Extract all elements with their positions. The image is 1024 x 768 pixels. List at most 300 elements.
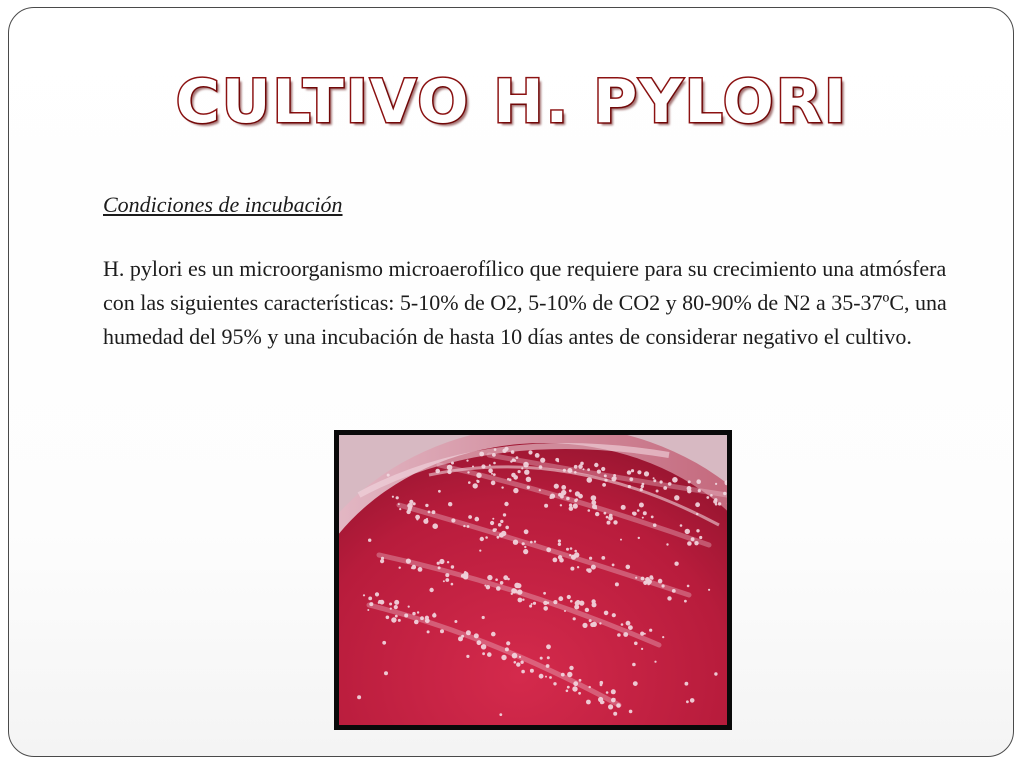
colony-dot — [384, 671, 388, 675]
colony-dot — [516, 456, 519, 459]
colony-dot — [504, 502, 508, 506]
colony-dot — [399, 567, 401, 569]
colony-dot — [495, 578, 498, 581]
colony-dot — [589, 557, 592, 560]
colony-dot — [440, 629, 444, 633]
colony-dot — [425, 504, 428, 507]
colony-dot — [569, 506, 574, 511]
colony-dot — [492, 518, 494, 520]
colony-dot — [684, 600, 687, 603]
colony-dot — [718, 502, 721, 505]
colony-dot — [475, 517, 480, 522]
colony-dot — [511, 450, 515, 454]
colony-dot — [633, 512, 637, 516]
colony-dot — [443, 580, 445, 582]
colony-dot — [514, 661, 517, 664]
colony-dot — [615, 582, 619, 586]
colony-dot — [546, 664, 550, 668]
colony-dot — [438, 490, 441, 493]
colony-dot — [580, 462, 584, 466]
colony-dot — [553, 682, 556, 685]
colony-dot — [392, 496, 394, 498]
colony-dot — [466, 655, 469, 658]
colony-dot — [637, 470, 641, 474]
colony-dot — [634, 642, 638, 646]
colony-dot — [587, 468, 590, 471]
colony-dot — [526, 477, 531, 482]
colony-dot — [423, 519, 428, 524]
colony-dot — [514, 459, 517, 462]
colony-dot — [714, 498, 717, 501]
colony-dot — [524, 470, 529, 475]
colony-dot — [521, 467, 523, 469]
colony-dot — [476, 473, 481, 478]
colony-dot — [686, 700, 689, 703]
colony-dot — [710, 494, 713, 497]
colony-dot — [472, 466, 474, 468]
colony-dot — [663, 486, 667, 490]
colony-dot — [649, 629, 652, 632]
colony-dot — [561, 673, 565, 677]
colony-dot — [566, 497, 570, 501]
colony-dot — [696, 479, 701, 484]
colony-dot — [491, 481, 496, 486]
colony-dot — [528, 450, 532, 454]
colony-dot — [398, 503, 400, 505]
colony-dot — [642, 517, 644, 519]
colony-dot — [621, 623, 624, 626]
colony-dot — [617, 633, 621, 637]
colony-dot — [633, 681, 638, 686]
colony-dot — [612, 613, 616, 617]
colony-dot — [529, 605, 532, 608]
colony-dot — [575, 491, 580, 496]
colony-dot — [595, 512, 599, 516]
colony-dot — [723, 492, 726, 495]
colony-dot — [411, 567, 413, 569]
colony-dot — [476, 480, 478, 482]
colony-dot — [466, 460, 468, 462]
colony-dot — [685, 529, 690, 534]
colony-dot — [654, 661, 656, 663]
colony-dot — [558, 596, 563, 601]
colony-dot — [425, 616, 429, 620]
colony-dot — [569, 666, 573, 670]
colony-dot — [641, 485, 644, 488]
colony-dot — [504, 447, 508, 451]
colony-dot — [499, 713, 502, 716]
colony-dot — [690, 698, 695, 703]
colony-dot — [660, 480, 663, 483]
colony-dot — [589, 619, 592, 622]
colony-dot — [620, 539, 622, 541]
colony-dot — [543, 601, 547, 605]
colony-dot — [498, 523, 502, 527]
colony-dot — [539, 465, 543, 469]
colony-dot — [534, 541, 536, 543]
colony-dot — [680, 524, 683, 527]
colony-dot — [435, 469, 440, 474]
section-heading: Condiciones de incubación — [103, 192, 343, 217]
colony-dot — [628, 625, 633, 630]
colony-dot — [608, 704, 613, 709]
colony-dot — [567, 595, 571, 599]
colony-dot — [653, 479, 656, 482]
colony-dot — [522, 542, 525, 545]
colony-dot — [518, 470, 521, 473]
colony-dot — [447, 561, 449, 563]
colony-dot — [382, 641, 386, 645]
colony-dot — [638, 537, 640, 539]
colony-dot — [573, 617, 576, 620]
colony-dot — [499, 533, 504, 538]
colony-dot — [394, 600, 399, 605]
colony-dot — [543, 606, 548, 611]
colony-dot — [445, 573, 449, 577]
colony-dot — [490, 521, 494, 525]
colony-dot — [557, 460, 559, 462]
colony-dot — [544, 504, 548, 508]
colony-dot — [417, 611, 419, 613]
colony-dot — [487, 652, 492, 657]
colony-dot — [666, 543, 668, 545]
colony-dot — [566, 548, 569, 551]
colony-dot — [408, 606, 410, 608]
colony-dot — [380, 600, 385, 605]
colony-dot — [409, 500, 413, 504]
colony-dot — [572, 686, 577, 691]
colony-dot — [513, 540, 518, 545]
colony-dot — [428, 511, 431, 514]
colony-dot — [621, 505, 626, 510]
colony-dot — [539, 489, 541, 491]
colony-dot — [482, 652, 485, 655]
colony-dot — [651, 516, 654, 519]
colony-dot — [606, 516, 609, 519]
colony-dot — [602, 483, 606, 487]
colony-dot — [623, 632, 628, 637]
colony-dot — [599, 622, 601, 624]
colony-dot — [535, 453, 540, 458]
colony-dot — [635, 577, 637, 579]
colony-dot — [611, 477, 616, 482]
colony-dot — [585, 608, 589, 612]
colony-dot — [583, 468, 585, 470]
colony-dot — [506, 641, 510, 645]
colony-dot — [600, 683, 603, 686]
colony-dot — [591, 599, 595, 603]
colony-dot — [451, 583, 454, 586]
colony-dot — [451, 565, 454, 568]
colony-dot — [547, 656, 550, 659]
colony-dot — [505, 647, 509, 651]
colony-dot — [463, 572, 468, 577]
colony-dot — [468, 481, 471, 484]
colony-dot — [505, 526, 509, 530]
colony-dot — [597, 470, 601, 474]
colony-dot — [500, 520, 503, 523]
colony-dot — [546, 644, 551, 649]
colony-dot — [474, 633, 479, 638]
colony-dot — [626, 565, 631, 570]
colony-dot — [520, 661, 523, 664]
colony-dot — [628, 485, 631, 488]
colony-dot — [540, 657, 543, 660]
colony-dot — [706, 496, 709, 499]
colony-dot — [409, 507, 412, 510]
colony-dot — [479, 452, 484, 457]
colony-dot — [477, 640, 482, 645]
colony-dot — [500, 581, 504, 585]
colony-dot — [612, 564, 615, 567]
colony-dot — [588, 509, 591, 512]
colony-dot — [427, 630, 430, 633]
colony-dot — [545, 676, 547, 678]
culture-plate-image — [339, 435, 727, 725]
colony-dot — [516, 662, 520, 666]
colony-dot — [546, 547, 551, 552]
colony-dot — [368, 539, 371, 542]
colony-dot — [561, 485, 566, 490]
colony-dot — [570, 600, 573, 603]
colony-dot — [674, 495, 679, 500]
colony-dot — [574, 465, 578, 469]
slide-body — [103, 190, 953, 354]
colony-dot — [575, 601, 580, 606]
colony-dot — [467, 471, 469, 473]
colony-dot — [530, 669, 534, 673]
colony-dot — [640, 488, 643, 491]
colony-dot — [641, 648, 643, 650]
colony-dot — [496, 586, 501, 591]
colony-dot — [613, 712, 617, 716]
colony-dot — [629, 710, 633, 714]
colony-dot — [414, 620, 419, 625]
colony-dot — [582, 623, 587, 628]
colony-dot — [604, 474, 607, 477]
colony-dot — [668, 482, 672, 486]
colony-dot — [448, 502, 452, 506]
colony-dot — [685, 682, 689, 686]
colony-dot — [567, 686, 570, 689]
colony-dot — [429, 588, 433, 592]
colony-dot — [492, 453, 496, 457]
colony-dot — [643, 511, 647, 515]
colony-dot — [616, 703, 621, 708]
colony-dot — [540, 458, 545, 463]
colony-dot — [591, 495, 597, 501]
colony-dot — [375, 592, 379, 596]
colony-dot — [644, 471, 649, 476]
colony-dot — [481, 464, 485, 468]
colony-dot — [518, 598, 523, 603]
colony-dot — [691, 537, 695, 541]
colony-dot — [696, 529, 699, 532]
colony-dot — [482, 616, 485, 619]
colony-dot — [516, 591, 518, 593]
colony-dot — [553, 600, 557, 604]
colony-dot — [631, 469, 634, 472]
colony-dot — [437, 562, 440, 565]
colony-dot — [639, 503, 644, 508]
colony-dot — [406, 559, 411, 564]
colony-dot — [451, 462, 454, 465]
colony-dot — [391, 617, 396, 622]
colony-dot — [558, 555, 562, 559]
colony-dot — [626, 621, 631, 626]
colony-dot — [578, 692, 581, 695]
colony-dot — [488, 469, 493, 474]
colony-dot — [632, 663, 636, 667]
colony-dot — [390, 608, 392, 610]
colony-dot — [613, 698, 616, 701]
colony-dot — [579, 679, 582, 682]
colony-dot — [573, 681, 578, 686]
colony-dot — [569, 554, 571, 556]
colony-dot — [570, 567, 574, 571]
colony-dot — [698, 489, 701, 492]
colony-dot — [558, 539, 561, 542]
colony-dot — [369, 602, 373, 606]
colony-dot — [458, 636, 463, 641]
colony-dot — [570, 547, 573, 550]
colony-dot — [432, 613, 436, 617]
colony-dot — [602, 701, 605, 704]
colony-dot — [688, 480, 691, 483]
colony-dot — [463, 525, 465, 527]
colony-dot — [445, 578, 449, 582]
colony-dot — [594, 463, 598, 467]
colony-dot — [432, 523, 438, 529]
colony-dot — [512, 653, 518, 659]
colony-dot — [439, 559, 444, 564]
colony-dot — [653, 523, 657, 527]
colony-dot — [587, 568, 592, 573]
colony-dot — [574, 550, 577, 553]
colony-dot — [560, 495, 564, 499]
colony-dot — [531, 603, 533, 605]
colony-dot — [519, 656, 521, 658]
colony-dot — [604, 611, 609, 616]
colony-dot — [473, 483, 478, 488]
colony-dot — [708, 589, 710, 591]
colony-dot — [420, 616, 424, 620]
slide-title: CULTIVO H. PYLORI — [175, 67, 849, 137]
colony-dot — [604, 512, 607, 515]
colony-dot — [587, 477, 593, 483]
colony-dot — [687, 486, 692, 491]
colony-dot — [606, 691, 609, 694]
colony-dot — [644, 633, 646, 635]
colony-dot — [389, 603, 392, 606]
colony-dot — [524, 546, 526, 548]
colony-dot — [601, 556, 605, 560]
colony-dot — [466, 630, 471, 635]
colony-dot — [672, 589, 676, 593]
colony-dot — [554, 484, 559, 489]
colony-dot — [575, 498, 578, 501]
culture-plate-photo — [334, 430, 732, 730]
colony-dot — [503, 575, 508, 580]
colony-dot — [513, 488, 518, 493]
colony-dot — [553, 558, 558, 563]
colony-dot — [418, 567, 423, 572]
colony-dot — [522, 599, 524, 601]
colony-dot — [491, 632, 496, 637]
colony-dot — [647, 583, 650, 586]
colony-dot — [566, 690, 569, 693]
colony-dot — [543, 592, 546, 595]
colony-dot — [591, 565, 596, 570]
colony-dot — [487, 575, 492, 580]
colony-dot — [611, 689, 616, 694]
colony-dot — [687, 541, 692, 546]
colony-dot — [696, 513, 698, 515]
colony-dot — [607, 521, 611, 525]
colony-dot — [412, 612, 415, 615]
colony-dot — [560, 504, 562, 506]
colony-dot — [672, 477, 678, 483]
colony-dot — [604, 479, 607, 482]
colony-dot — [486, 585, 490, 589]
colony-dot — [363, 594, 365, 596]
colony-dot — [501, 486, 503, 488]
colony-dot — [569, 489, 572, 492]
colony-dot — [656, 490, 659, 493]
colony-dot — [380, 559, 384, 563]
colony-dot — [503, 513, 506, 516]
colony-dot — [608, 516, 613, 521]
colony-dot — [574, 471, 577, 474]
colony-dot — [454, 620, 457, 623]
colony-dot — [524, 529, 529, 534]
colony-dot — [394, 605, 398, 609]
colony-dot — [415, 515, 420, 520]
colony-dot — [451, 518, 455, 522]
colony-dot — [438, 566, 441, 569]
colony-dot — [573, 504, 578, 509]
colony-dot — [694, 541, 698, 545]
colony-dot — [493, 473, 496, 476]
colony-dot — [539, 674, 544, 679]
colony-dot — [523, 462, 529, 468]
colony-dot — [563, 469, 566, 472]
colony-dot — [368, 597, 372, 601]
colony-dot — [406, 510, 410, 514]
colony-dot — [530, 541, 533, 544]
incubation-paragraph: H. pylori es un microorganismo microaerofílico que requiere para su crecimiento una atmósfera con las siguientes características: 5-10% de O2, 5-10% de CO2 y 80-90% de N2 a 35-37ºC, una humedad del 95% y una incubación de hasta 10 días antes de considerar negativo el cultivo. — [103, 256, 947, 349]
colony-dot — [592, 504, 597, 509]
colony-dot — [447, 465, 453, 471]
colony-dot — [481, 644, 486, 649]
colony-dot — [653, 477, 655, 479]
colony-dot — [699, 536, 702, 539]
colony-dot — [387, 474, 390, 477]
colony-dot — [432, 510, 436, 514]
colony-dot — [662, 636, 664, 638]
colony-dot — [497, 536, 500, 539]
colony-dot — [398, 619, 401, 622]
colony-dot — [714, 672, 717, 675]
colony-dot — [367, 609, 369, 611]
colony-dot — [521, 670, 525, 674]
colony-dot — [386, 616, 390, 620]
colony-dot — [491, 473, 493, 475]
colony-dot — [613, 520, 617, 524]
colony-dot — [467, 525, 470, 528]
colony-dot — [479, 550, 481, 552]
colony-dot — [589, 686, 591, 688]
